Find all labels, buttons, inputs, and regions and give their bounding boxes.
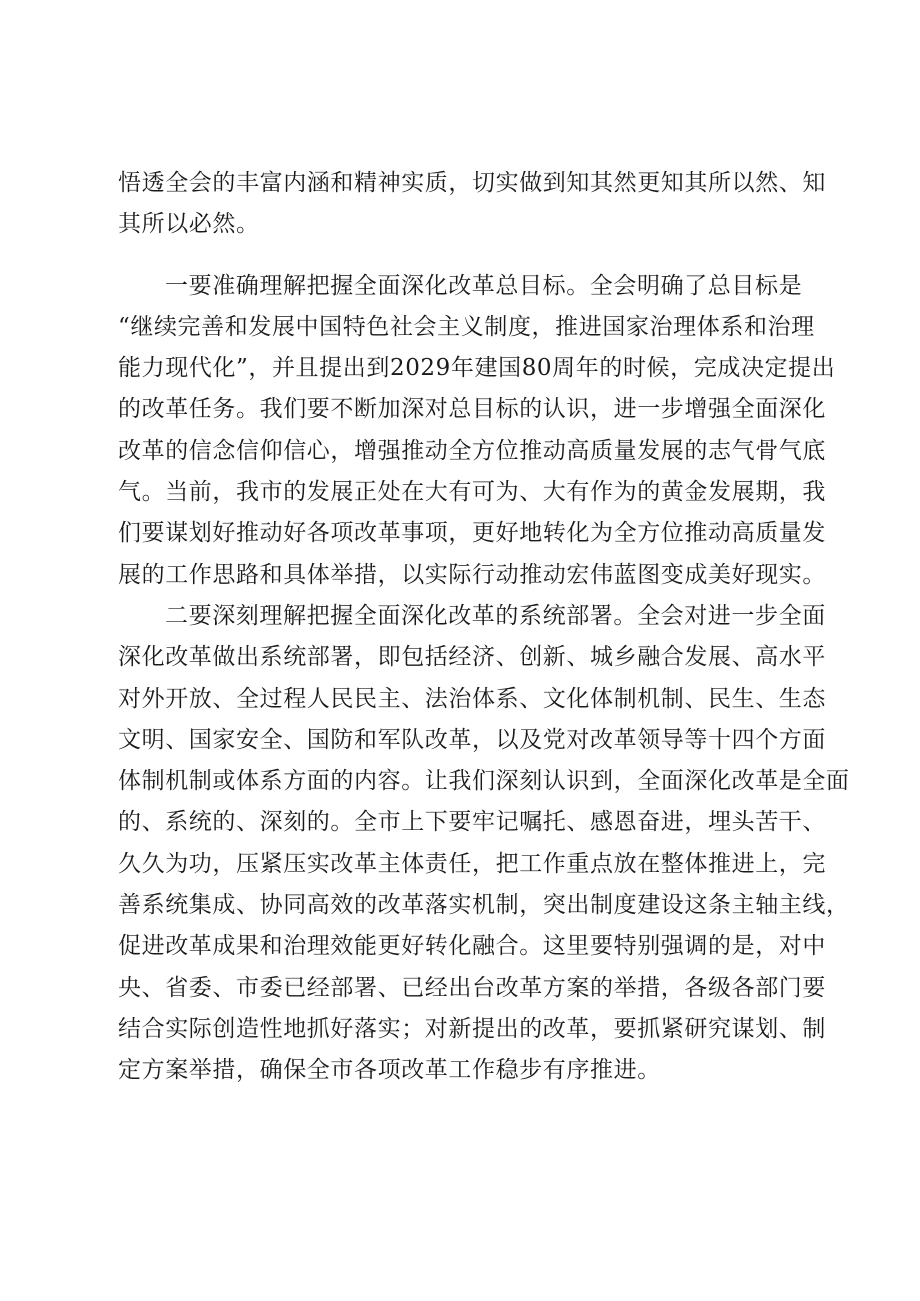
text-line: 促进改革成果和治理效能更好转化融合。这里要特别强调的是，对中 [118, 933, 826, 960]
paragraph-1 [118, 163, 826, 246]
text-line: “继续完善和发展中国特色社会主义制度，推进国家治理体系和治理 [118, 313, 815, 340]
text-line: 其所以必然。 [118, 211, 260, 238]
text-line: 一要准确理解把握全面深化改革总目标。全会明确了总目标是 [165, 272, 803, 299]
text-line: 文明、国家安全、国防和军队改革，以及党对改革领导等十四个方面 [118, 726, 826, 753]
text-line: 的改革任务。我们要不断加深对总目标的认识，进一步增强全面深化 [118, 396, 826, 423]
text-line: 能力现代化”，并且提出到2029年建国80周年的时候，完成决定提出 [118, 355, 836, 382]
text-line: 对外开放、全过程人民民主、法治体系、文化体制机制、民生、生态 [118, 685, 826, 712]
text-line: 体制机制或体系方面的内容。让我们深刻认识到，全面深化改革是全面 [118, 768, 850, 795]
paragraph-2 [118, 266, 836, 596]
text-line: 展的工作思路和具体举措，以实际行动推动宏伟蓝图变成美好现实。 [118, 561, 826, 588]
text-line: 气。当前，我市的发展正处在大有可为、大有作为的黄金发展期，我 [118, 479, 826, 506]
text-line: 善系统集成、协同高效的改革落实机制，突出制度建设这条主轴主线， [118, 892, 850, 919]
text-line: 定方案举措，确保全市各项改革工作稳步有序推进。 [118, 1057, 661, 1084]
text-line: 悟透全会的丰富内涵和精神实质，切实做到知其然更知其所以然、知 [118, 170, 826, 196]
text-line: 们要谋划好推动好各项改革事项，更好地转化为全方位推动高质量发 [118, 520, 826, 547]
text-line: 久久为功，压紧压实改革主体责任，把工作重点放在整体推进上，完 [118, 850, 826, 877]
text-line: 改革的信念信仰信心，增强推动全方位推动高质量发展的志气骨气底 [118, 437, 826, 464]
text-line: 二要深刻理解把握全面深化改革的系统部署。全会对进一步全面 [165, 602, 826, 629]
document-body [118, 163, 850, 1092]
paragraph-3 [118, 596, 850, 1092]
text-line: 结合实际创造性地抓好落实；对新提出的改革，要抓紧研究谋划、制 [118, 1015, 826, 1042]
text-line: 深化改革做出系统部署，即包括经济、创新、城乡融合发展、高水平 [118, 644, 826, 671]
text-line: 的、系统的、深刻的。全市上下要牢记嘱托、感恩奋进，埋头苦干、 [118, 809, 826, 836]
text-line: 央、省委、市委已经部署、已经出台改革方案的举措，各级各部门要 [118, 974, 826, 1001]
